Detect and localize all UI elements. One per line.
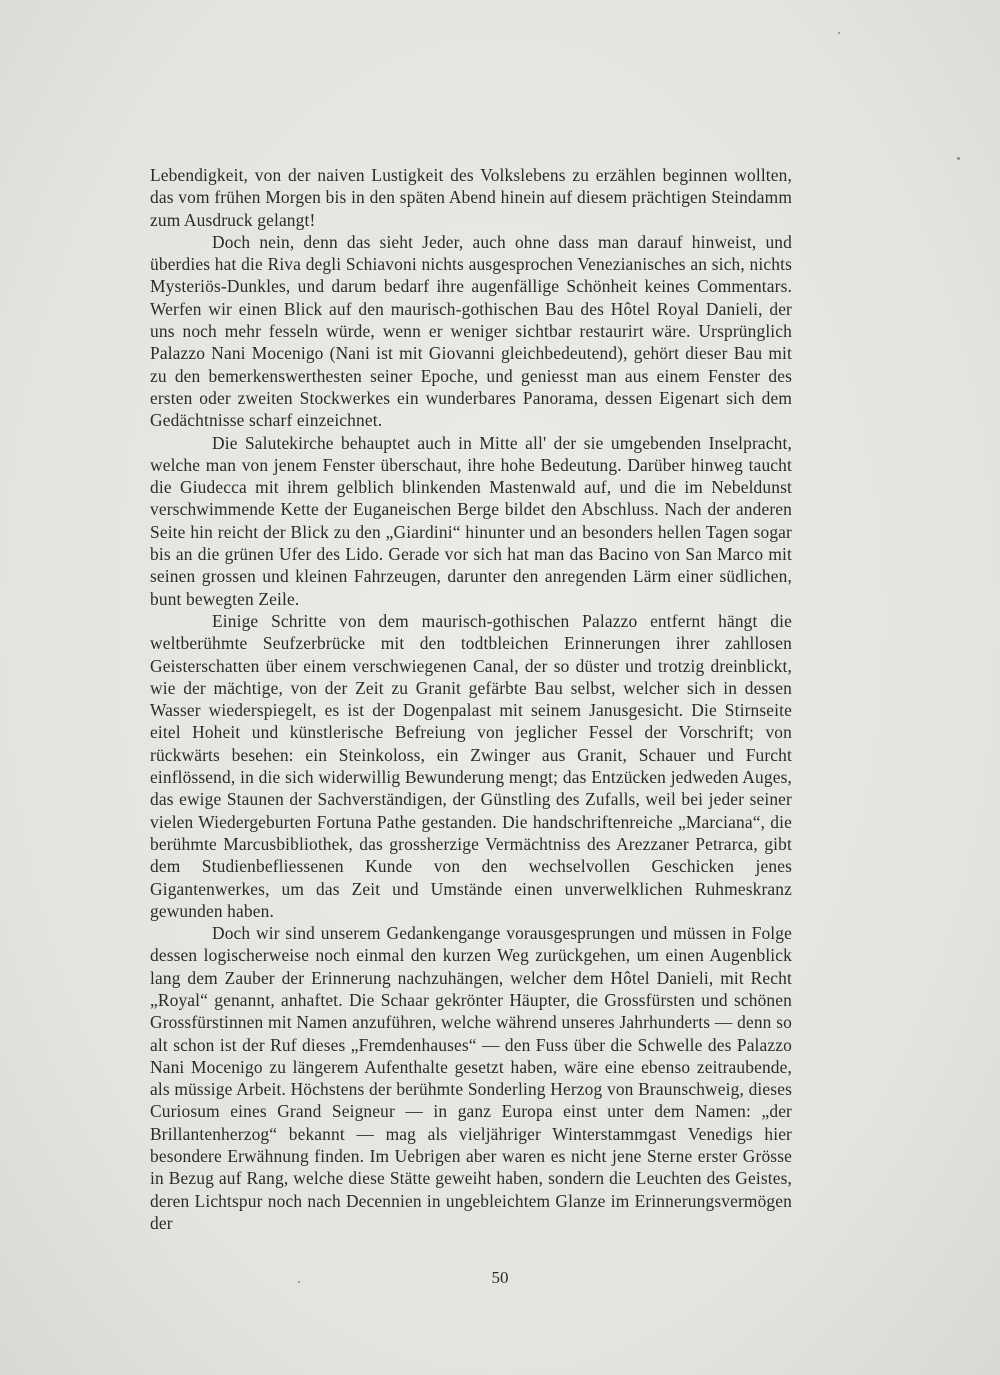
body-text xyxy=(150,164,792,1234)
page-number: 50 xyxy=(491,1268,509,1287)
paragraph: Lebendigkeit, von der naiven Lustigkeit des Volkslebens zu erzählen beginnen wollten, das vom frühen Morgen bis in den späten Abend hinein auf diesem prächtigen Steindamm zum Ausdruck gelangt! xyxy=(150,165,792,230)
paragraph: Einige Schritte von dem maurisch-gothischen Palazzo entfernt hängt die weltberühmte Seufzerbrücke mit den todtbleichen Erinnerungen ihrer zahllosen Geisterschatten über einem verschwiegenen Canal, der so düster und trotzig dreinblickt, wie der mächtige, von der Zeit zu Granit gefärbte Bau selbst, welcher sich in dessen Wasser wiederspiegelt, es ist der Dogenpalast mit seinem Janusgesicht. Die Stirnseite eitel Hoheit und künstlerische Befreiung von jeglicher Fessel der Vorschrift; von rückwärts besehen: ein Steinkoloss, ein Zwinger aus Granit, Schauer und Furcht einflössend, in die sich widerwillig Bewunderung mengt; das Entzücken jedweden Auges, das ewige Staunen der Sachverständigen, der Günstling des Zufalls, weil bei jeder seiner vielen Wiedergeburten Fortuna Pathe gestanden. Die handschriftenreiche „Marciana“, die berühmte Marcusbibliothek, das grossherzige Vermächtniss des Arezzaner Petrarca, gibt dem Studienbefliessenen Kunde von den wechselvollen Geschicken jenes Gigantenwerkes, um das Zeit und Umstände einen unverwelklichen Ruhmeskranz gewunden haben. xyxy=(150,610,792,921)
paragraph: Doch wir sind unserem Gedankengange vorausgesprungen und müssen in Folge dessen logischerweise noch einmal den kurzen Weg zurückgehen, um einen Augenblick lang dem Zauber der Erinnerung nachzuhängen, welcher dem Hôtel Danieli, mit Recht „Royal“ genannt, anhaftet. Die Schaar gekrönter Häupter, die Grossfürsten und schönen Grossfürstinnen mit Namen anzuführen, welche während unseres Jahrhunderts — denn so alt schon ist der Ruf dieses „Fremdenhauses“ — den Fuss über die Schwelle des Palazzo Nani Mocenigo zu längerem Aufenthalte gesetzt haben, wäre eine ebenso zeitraubende, als müssige Arbeit. Höchstens der berühmte Sonderling Herzog von Braunschweig, dieses Curiosum eines Grand Seigneur — in ganz Europa einst unter dem Namen: „der Brillantenherzog“ bekannt — mag als vieljähriger Winterstammgast Venedigs hier besondere Erwähnung finden. Im Uebrigen aber waren es nicht jene Sterne erster Grösse in Bezug auf Rang, welche diese Stätte geweiht haben, sondern die Leuchten des Geistes, deren Lichtspur noch nach Decennien in ungebleichtem Glanze im Erinnerungsvermögen der xyxy=(150,923,792,1233)
paper-speck xyxy=(957,157,960,160)
paragraph: Doch nein, denn das sieht Jeder, auch ohne dass man darauf hinweist, und überdies hat die Riva degli Schiavoni nichts ausgesprochen Venezianisches an sich, nichts Mysteriös-Dunkles, und darum bedarf ihre augenfällige Schönheit keines Commentars. Werfen wir einen Blick auf den maurisch-gothischen Bau des Hôtel Royal Danieli, der uns noch mehr fesseln würde, wenn er weniger sichtbar restaurirt wäre. Ursprünglich Palazzo Nani Mocenigo (Nani ist mit Giovanni gleichbedeutend), gehört dieser Bau mit zu den bemerkenswerthesten seiner Epoche, und geniesst man aus einem Fenster des ersten oder zweiten Stockwerkes ein wunderbares Panorama, dessen Eigenart sich dem Gedächtnisse scharf einzeichnet. xyxy=(150,231,792,431)
paragraph: Die Salutekirche behauptet auch in Mitte all' der sie umgebenden Inselpracht, welche man von jenem Fenster überschaut, ihre hohe Bedeutung. Darüber hinweg taucht die Giudecca mit ihrem gelblich blinkenden Mastenwald auf, und die im Nebeldunst verschwimmende Kette der Euganeischen Berge bildet den Abschluss. Nach der anderen Seite hin reicht der Blick zu den „Giardini“ hinunter und an besonders hellen Tagen sogar bis an die grünen Ufer des Lido. Gerade vor sich hat man das Bacino von San Marco mit seinen grossen und kleinen Fahrzeugen, darunter den anregenden Lärm einer südlichen, bunt bewegten Zeile. xyxy=(150,432,792,609)
paper-speck xyxy=(838,32,840,34)
